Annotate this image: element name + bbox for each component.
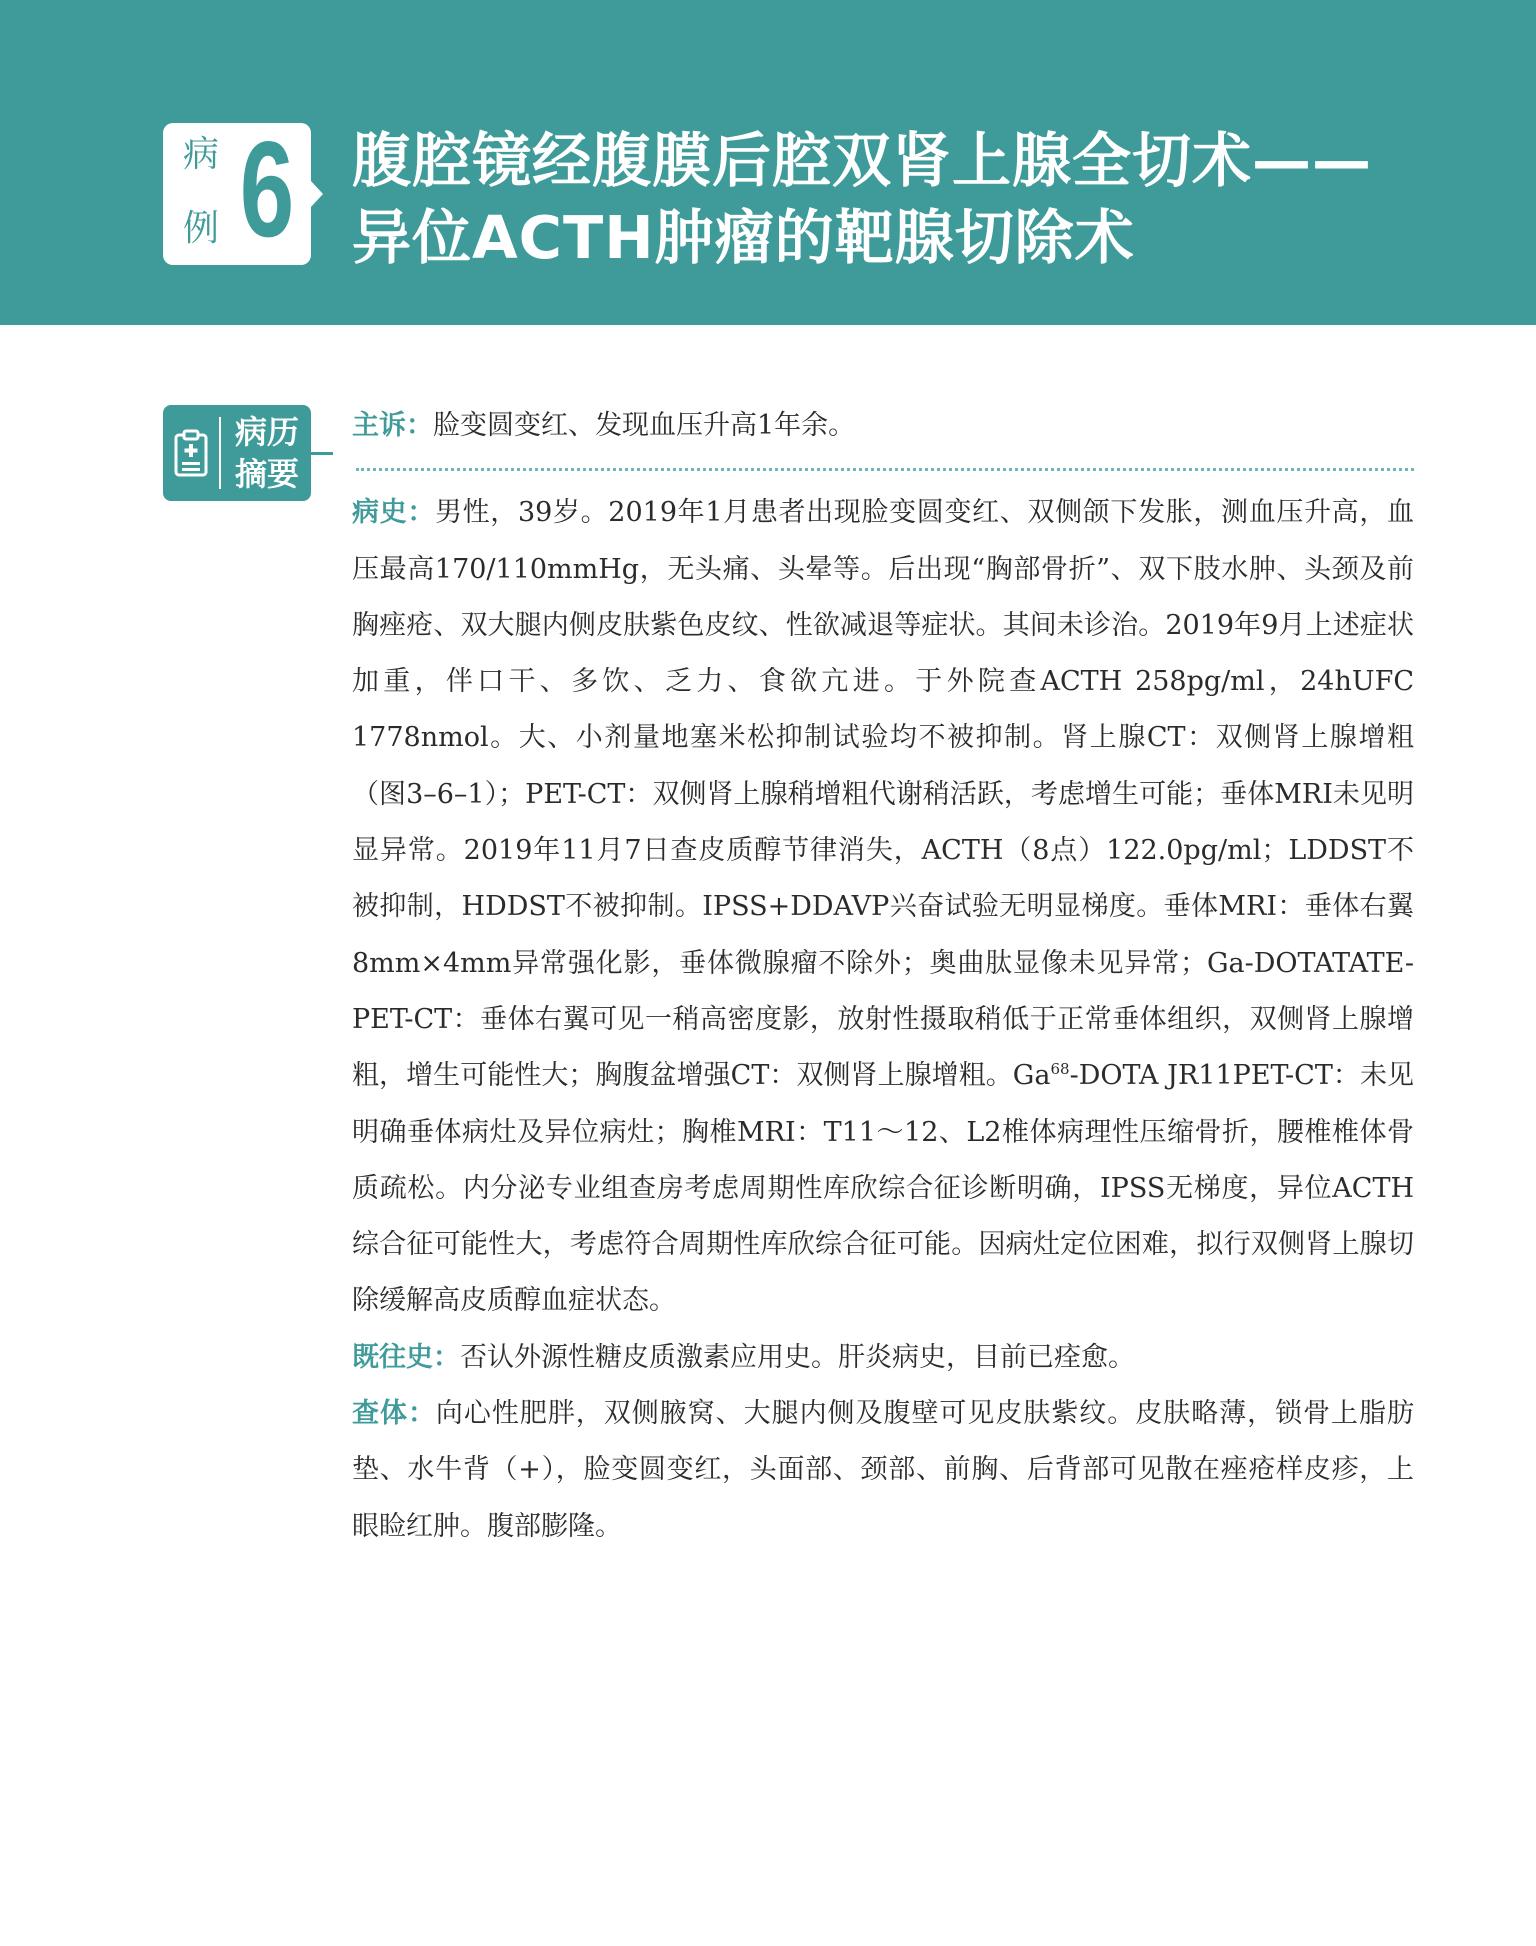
medical-history-label: 病史：: [352, 497, 435, 529]
medical-history-text-1: 男性，39岁。2019年1月患者出现脸变圆变红、双侧颌下发胀，测血压升高，血压最高170/110mmHg，无头痛、头晕等。后出现“胸部骨折”、双下肢水肿、头颈及前胸痤疮、双大腿内侧皮肤紫色皮纹、性欲减退等症状。其间未诊治。2019年9月上述症状加重，伴口干、多饮、乏力、食欲亢进。于外院查ACTH 258pg/ml，24hUFC 1778nmol。大、小剂量地塞米松抑制试验均不被抑制。肾上腺CT：双侧肾上腺增粗（图3–6–1）；PET-CT：双侧肾上腺稍增粗代谢稍活跃，考虑增生可能；垂体MRI未见明显异常。2019年11月7日查皮质醇节律消失，ACTH（8点）122.0pg/ml；LDDST不被抑制，HDDST不被抑制。IPSS+DDAVP兴奋试验无明显梯度。垂体MRI：垂体右翼8mm×4mm异常强化影，垂体微腺瘤不除外；奥曲肽显像未见异常；Ga-DOTATATE-PET-CT：垂体右翼可见一稍高密度影，放射性摄取稍低于正常垂体组织，双侧肾上腺增粗，增生可能性大；胸腹盆增强CT：双侧肾上腺增粗。Ga: [352, 497, 1415, 1092]
case-summary-label: [225, 411, 309, 495]
chief-complaint: [352, 398, 1414, 454]
title-line-2: 异位ACTH肿瘤的靶腺切除术: [352, 203, 1135, 272]
summary-label-line-2: 摘要: [234, 455, 299, 493]
physical-exam-text: 向心性肥胖，双侧腋窝、大腿内侧及腹壁可见皮肤紫纹。皮肤略薄，锁骨上脂肪垫、水牛背（+），脸变圆变红，头面部、颈部、前胸、后背部可见散在痤疮样皮疹，上眼睑红肿。腹部膨隆。: [352, 1398, 1415, 1542]
case-char-1: 病: [182, 134, 219, 175]
medical-history: [352, 485, 1414, 1329]
dotted-divider: [356, 468, 1414, 471]
summary-label-line-1: 病历: [234, 413, 299, 451]
case-number: 6: [239, 113, 295, 265]
header-band: [0, 0, 1536, 325]
chief-complaint-label: 主诉：: [352, 410, 433, 441]
physical-exam-label: 查体：: [352, 1398, 436, 1430]
past-history: [352, 1330, 1414, 1386]
badge-connector: [311, 452, 333, 455]
title-line-1: 腹腔镜经腹膜后腔双肾上腺全切术——: [352, 126, 1373, 195]
page-title: [352, 122, 1512, 276]
medical-history-text-2: -DOTA JR11PET-CT：未见明确垂体病灶及异位病灶；胸椎MRI：T11～12、L2椎体病理性压缩骨折，腰椎椎体骨质疏松。内分泌专业组查房考虑周期性库欣综合征诊断明确，IPSS无梯度，异位ACTH综合征可能性大，考虑符合周期性库欣综合征可能。因病灶定位困难，拟行双侧肾上腺切除缓解高皮质醇血症状态。: [352, 1060, 1414, 1317]
physical-exam: [352, 1386, 1414, 1555]
clipboard-medical-icon: [173, 429, 209, 477]
isotope-superscript: 68: [1050, 1060, 1070, 1079]
case-summary-badge: [163, 405, 311, 501]
chief-complaint-text: 脸变圆变红、发现血压升高1年余。: [433, 410, 856, 441]
past-history-text: 否认外源性糖皮质激素应用史。肝炎病史，目前已痊愈。: [460, 1341, 1135, 1373]
past-history-label: 既往史：: [352, 1341, 460, 1373]
case-summary-content: [352, 398, 1414, 1555]
case-char-2: 例: [182, 208, 219, 249]
badge-divider: [219, 417, 221, 489]
badge-notch: [310, 180, 323, 208]
case-number-badge: [163, 113, 311, 265]
